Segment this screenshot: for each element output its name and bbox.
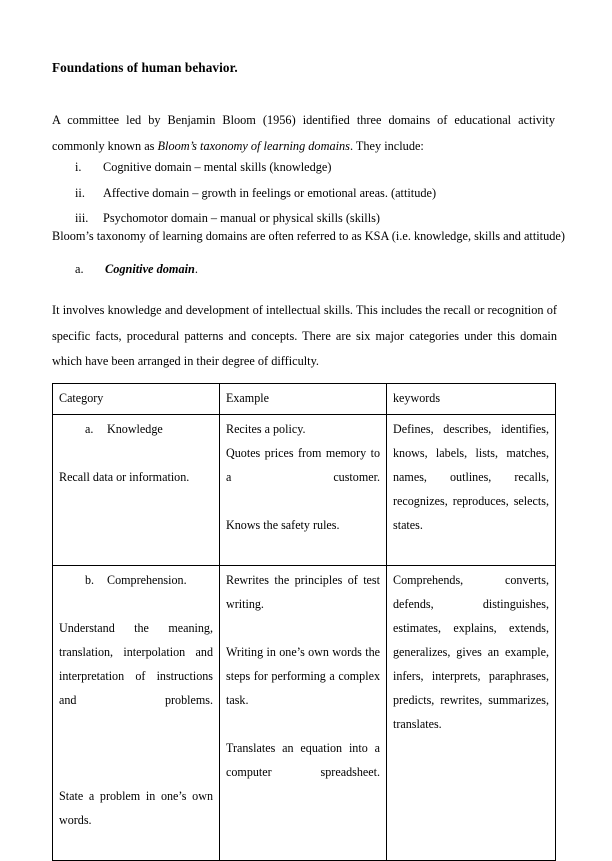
column-header-keywords: keywords <box>387 384 556 415</box>
cell-keywords-comprehension <box>387 566 556 861</box>
intro-italic-phrase: Bloom’s taxonomy of learning domains <box>157 138 350 153</box>
example-line: Writing in one’s own words the steps for performing a complex task. <box>226 645 380 707</box>
column-header-example: Example <box>220 384 387 415</box>
cell-example-knowledge <box>220 415 387 566</box>
category-title-line <box>59 568 213 592</box>
subheading-title: Cognitive domain <box>105 262 195 276</box>
subheading-suffix: . <box>194 262 198 276</box>
category-name: Knowledge <box>107 422 163 436</box>
cognitive-domain-paragraph: It involves knowledge and development of intellectual skills. This includes the recall or recognition of specific facts, procedural patterns and concepts. There are six major categories under this domain which have been arranged in their degree of difficulty. <box>52 303 557 368</box>
list-item-label: Cognitive domain – mental skills (knowledge) <box>103 160 332 174</box>
list-item <box>52 155 555 181</box>
category-extra-note: State a problem in one’s own words. <box>59 789 213 827</box>
list-item-label: Psychomotor domain – manual or physical skills (skills) <box>103 211 380 225</box>
cognitive-domain-subheading <box>52 257 198 283</box>
example-line: Rewrites the principles of test writing. <box>226 573 380 611</box>
ksa-summary-line: Bloom’s taxonomy of learning domains are often referred to as KSA (i.e. knowledge, skills and attitude) <box>52 229 565 243</box>
table-header-row <box>53 384 556 415</box>
list-item-marker: iii. <box>75 211 89 225</box>
example-line: Knows the safety rules. <box>226 518 340 532</box>
page-title: Foundations of human behavior. <box>52 60 238 75</box>
categories-table-wrapper <box>52 383 555 861</box>
intro-paragraph <box>52 108 555 159</box>
example-line: Recites a policy. <box>226 422 306 436</box>
category-title-line <box>59 417 213 441</box>
table-row <box>53 415 556 566</box>
category-name: Comprehension. <box>107 573 187 587</box>
domain-list <box>52 155 555 232</box>
list-item-marker: i. <box>75 160 82 174</box>
example-line: Translates an equation into a computer spreadsheet. <box>226 741 380 779</box>
category-description: Recall data or information. <box>59 470 190 484</box>
list-item-label: Affective domain – growth in feelings or emotional areas. (attitude) <box>103 185 437 200</box>
intro-text-part1: A committee led by Benjamin Bloom (1956) identified three domains of educational activity commonly known as <box>52 113 555 153</box>
categories-table <box>52 383 556 861</box>
column-header-category: Category <box>53 384 220 415</box>
cell-category-knowledge <box>53 415 220 566</box>
category-description: Understand the meaning, translation, interpolation and interpretation of instructions and problems. <box>59 621 213 707</box>
keywords-text: Comprehends, converts, defends, distinguishes, estimates, explains, extends, generalizes, gives an example, infers, interprets, paraphrases, predicts, rewrites, summarizes, translates. <box>393 573 549 731</box>
intro-text-part2: . They include: <box>349 138 424 153</box>
category-marker: b. <box>85 573 95 587</box>
subheading-marker: a. <box>75 262 84 276</box>
list-item <box>52 181 555 207</box>
cell-category-comprehension <box>53 566 220 861</box>
keywords-text: Defines, describes, identifies, knows, labels, lists, matches, names, outlines, recalls, recognizes, reproduces, selects, states. <box>393 422 549 532</box>
example-line: Quotes prices from memory to a customer. <box>226 446 380 484</box>
list-item-marker: ii. <box>75 185 85 200</box>
table-row <box>53 566 556 861</box>
cell-example-comprehension <box>220 566 387 861</box>
category-marker: a. <box>85 422 94 436</box>
cell-keywords-knowledge <box>387 415 556 566</box>
